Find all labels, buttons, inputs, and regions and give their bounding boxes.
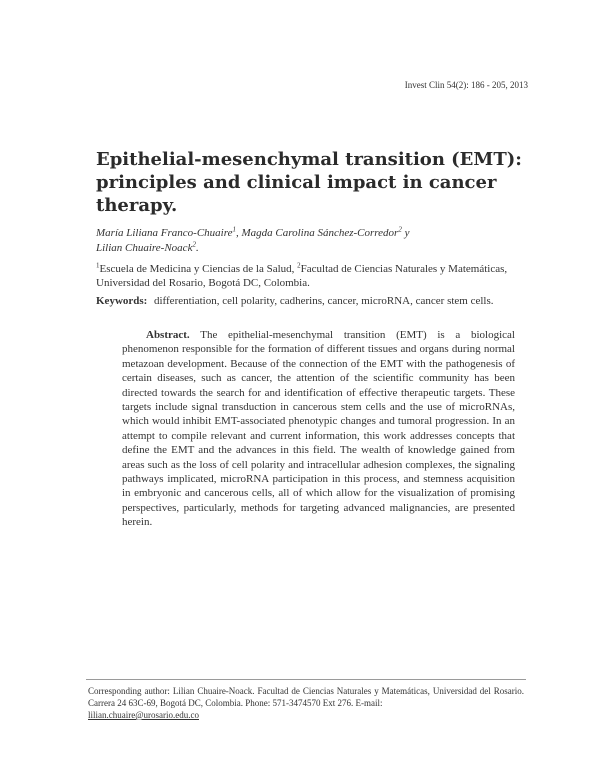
author-separator: . [195,242,199,254]
article-title: Epithelial-mesenchymal transition (EMT): principles and clinical impact in cancer therapy. [96,149,522,216]
keywords-section [96,294,516,308]
author-affiliation-mark: 2 [398,225,402,234]
email-link[interactable]: lilian.chuaire@urosario.edu.co [88,710,199,720]
author-name: Lilian Chuaire-Noack [96,242,193,254]
author-name: María Liliana Franco-Chuaire [96,227,233,239]
affiliation-number: 1 [96,261,100,270]
author-list [96,226,476,256]
abstract-text: The epithelial-mesenchymal transition (EMT) is a biological phenomenon responsible for the formation of different tissues and organs during normal metazoan development. Because of the connection of the EMT with the pathogenesis of certain diseases, such as cancer, the attention of the scientific community has been directed towards the search for and identification of effective therapeutic targets. These targets include signal transduction in cancerous stem cells and the use of microRNAs, which would inhibit EMT-associated phenotypic changes and tumoral progression. In an attempt to compile relevant and current information, this work addresses concepts that define the EMT and the advances in this field. The wealth of knowledge gained from areas such as the loss of cell polarity and intracellular adhesion complexes, the signaling pathways implicated, microRNA participation in this process, and stemness acquisition in embryonic and cancerous cells, all of which allow for the visualization of promising perspectives, particularly, methods for targeting advanced malignancies, are presented herein. [122,329,515,529]
affiliation-text: Escuela de Medicina y Ciencias de la Salud, [99,263,298,275]
author-name: Magda Carolina Sánchez-Corredor [241,227,399,239]
abstract-label: Abstract. [146,329,190,341]
author-affiliation-mark: 1 [232,225,236,234]
corresponding-author-text: Corresponding author: Lilian Chuaire-Noack. Facultad de Ciencias Naturales y Matemáticas, Universidad del Rosario. Carrera 24 63C-69, Bogotá DC, Colombia. Phone: 571-3474570 Ext 276. E-mail: [88,686,524,708]
author-separator: , [235,227,242,239]
footnote-divider [86,679,526,680]
affiliation-number: 2 [297,261,301,270]
keywords-list: differentiation, cell polarity, cadherins, cancer, microRNA, cancer stem cells. [154,295,494,307]
author-affiliation-mark: 2 [192,240,196,249]
affiliations [96,262,526,290]
journal-reference: Invest Clin 54(2): 186 - 205, 2013 [404,80,528,90]
corresponding-author-note [88,685,524,721]
keywords-label: Keywords: [96,295,148,307]
author-separator: y [401,227,410,239]
abstract [122,328,515,530]
affiliation-text: Facultad de Ciencias Naturales y Matemáticas, Universidad del Rosario, Bogotá DC, Colombia. [96,263,508,289]
